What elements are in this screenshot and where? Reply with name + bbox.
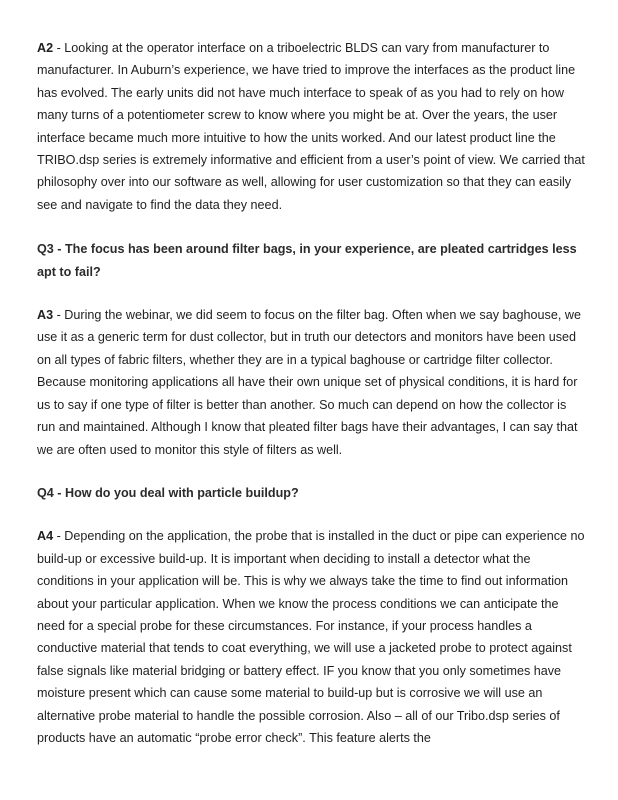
answer-a3-label: A3 (37, 308, 54, 323)
answer-a3-text: - During the webinar, we did seem to focus on the filter bag. Often when we say baghouse, we use it as a generic term for dust collector, but in truth our detectors and monitors have been used on all types of fabric filters, whether they are in a typical baghouse or cartridge filter collector. Because monitoring applications all have their own unique set of physical conditions, it is hard for us to say if one type of filter is better than another. So much can depend on how the collector is run and maintained. Although I know that pleated filter bags have their advantages, I can say that we are often used to monitor this style of filters as well. (37, 308, 581, 457)
spacer (37, 461, 585, 482)
answer-a3 (37, 304, 585, 461)
spacer (37, 216, 585, 238)
answer-a2-label: A2 (37, 41, 54, 55)
answer-a4-text: - Depending on the application, the probe that is installed in the duct or pipe can experience no build-up or excessive build-up. It is important when deciding to install a detector what the conditions in your application will be. This is why we always take the time to find out information about your particular application. When we know the process conditions we can anticipate the need for a special probe for these circumstances. For instance, if your process handles a conductive material that tends to coat everything, we will use a jacketed probe to protect against false signals like material bridging or battery effect. IF you know that you only sometimes have moisture present which can cause some material to build-up but is corrosive we will use an alternative probe material to handle the possible corrosion. Also – all of our Tribo.dsp series of products have an automatic “probe error check”. This feature alerts the (37, 529, 585, 745)
answer-a2-text: - Looking at the operator interface on a triboelectric BLDS can vary from manufacturer to manufacturer. In Auburn’s experience, we have tried to improve the interfaces as the product line has evolved. The early units did not have much interface to speak of as you had to rely on how many turns of a potentiometer screw to know where you might be at. Over the years, the user interface became much more intuitive to how the units worked. And our latest product line the TRIBO.dsp series is extremely informative and efficient from a user’s point of view. We carried that philosophy over into our software as well, allowing for user customization so that they can easily see and navigate to find the data they need. (37, 41, 585, 212)
spacer (37, 283, 585, 304)
answer-a4-label: A4 (37, 529, 54, 544)
answer-a2 (37, 37, 585, 216)
answer-a4 (37, 525, 585, 749)
spacer (37, 504, 585, 525)
question-q4: Q4 - How do you deal with particle buildup? (37, 485, 299, 500)
question-q3: Q3 - The focus has been around filter bags, in your experience, are pleated cartridges less apt to fail? (37, 242, 577, 279)
document-page (37, 37, 585, 749)
